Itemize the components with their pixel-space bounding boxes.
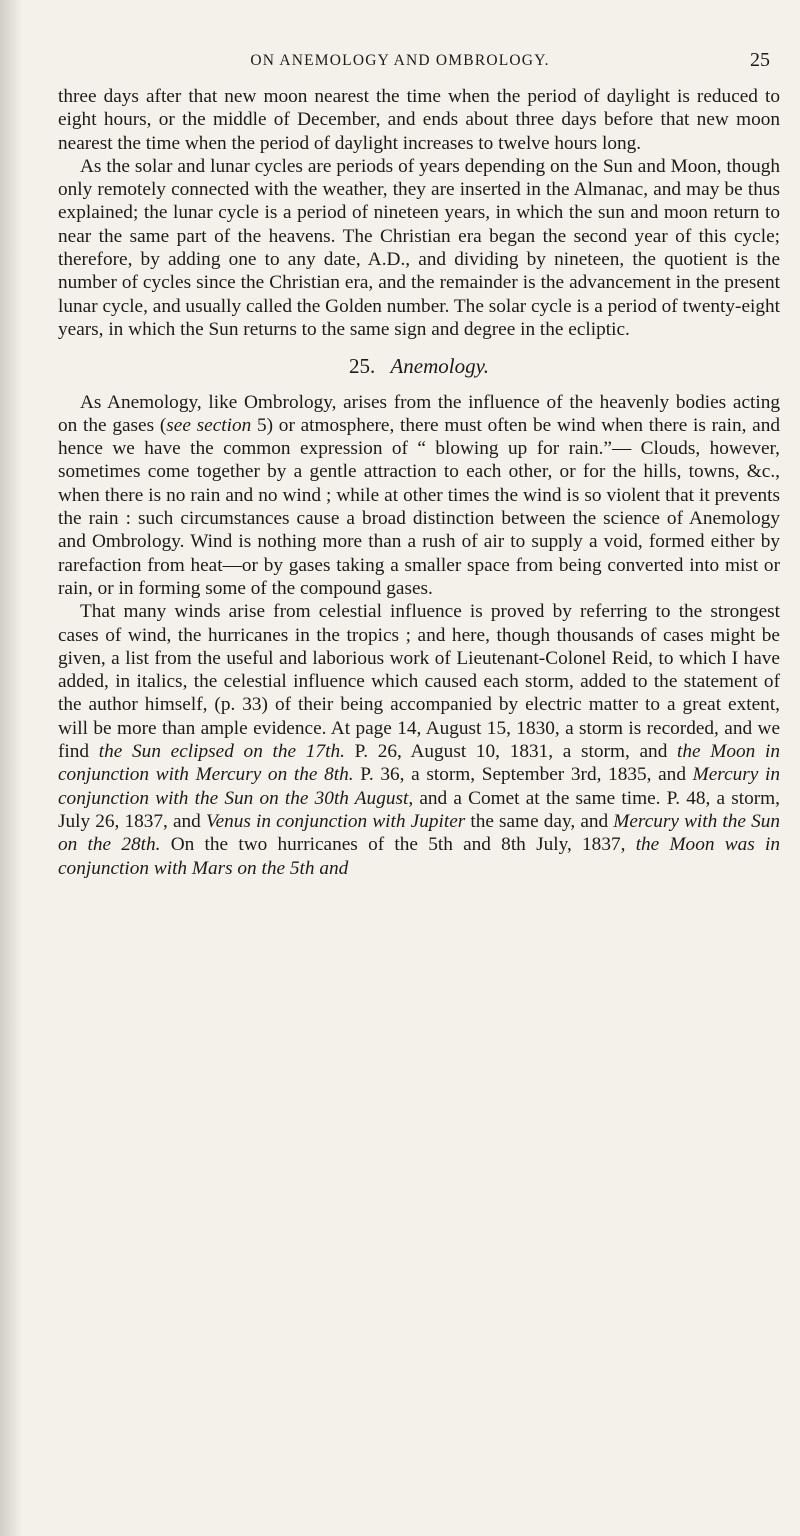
paragraph-continued: three days after that new moon nearest the time when the period of daylight is reduced to eight hours, or the middle of December, and ends about three days before that new moon nearest the time when the period of daylight increases to twelve hours long. <box>58 86 780 154</box>
italic-run: the Moon in conjunction with Mercury on the 8th. <box>58 741 780 786</box>
text-run: On the two hurricanes of the 5th and 8th July, 1837, <box>160 834 636 856</box>
section-number: 25. <box>348 354 376 379</box>
section-title: Anemology. <box>390 354 490 379</box>
text-run: the same day, and <box>465 810 614 832</box>
paragraph-cycles: As the solar and lunar cycles are periods of years depending on the Sun and Moon, though only remotely connected with the weather, they are inserted in the Almanac, and may be thus explained; the lunar cycle is a period of nineteen years, in which the sun and moon return to near the same part of the heavens. The Christian era began the second year of this cycle; therefore, by adding one to any date, A.D., and dividing by nineteen, the quotient is the number of cycles since the Christian era, and the remainder is the advancement in the present lunar cycle, and usually called the Golden number. The solar cycle is a period of twenty-eight years, in which the Sun returns to the same sign and degree in the ecliptic. <box>58 155 780 340</box>
paragraph-hurricanes <box>58 600 780 880</box>
italic-run: see section <box>166 414 252 436</box>
text-run: 5) or atmosphere, there must often be wind when there is rain, and hence we have the common expression of “ blowing up for rain.”— Clouds, however, sometimes come together by a gentle attraction to each other, or for the hills, towns, &c., when there is no rain and no wind ; while at other times the wind is so violent that it prevents the rain : such circumstances cause a broad distinction between the science of Anemology and Ombrology. Wind is nothing more than a rush of air to supply a void, formed either by rarefaction from heat—or by gases taking a smaller space from being converted into mist or rain, or in forming some of the compound gases. <box>58 414 780 599</box>
text-run: P. 36, a storm, September 3rd, 1835, and <box>353 764 693 786</box>
italic-run: the Sun eclipsed on the 17th. <box>98 741 345 763</box>
running-title: ON ANEMOLOGY AND OMBROLOGY. <box>250 52 550 69</box>
paragraph-anemology <box>58 391 780 601</box>
running-head <box>0 49 800 76</box>
section-heading <box>58 355 780 378</box>
text-run: As Anemology, like Ombrology, arises from the influence of the heavenly bodies acting on the gases ( <box>58 391 780 436</box>
italic-run: Mercury with the Sun on the 28th. <box>58 810 780 856</box>
italic-run: the Moon was in conjunction with Mars on the 5th and <box>58 834 780 879</box>
text-run: P. 26, August 10, 1831, a storm, and <box>344 741 678 763</box>
text-run: That many winds arise from celestial influence is proved by referring to the strongest cases of wind, the hurricanes in the tropics ; and here, though thousands of cases might be given, a list from the useful and laborious work of Lieutenant-Colonel Reid, to which I have added, in italics, the celestial influence which caused each storm, added to the statement of the author himself, (p. 33) of their being accompanied by electric matter to a great extent, will be more than ample evidence. At page 14, August 15, 1830, a storm is recorded, and we find <box>58 601 780 763</box>
italic-run: Venus in conjunction with Jupiter <box>205 810 466 832</box>
text-run: and a Comet at the same time. P. 48, a storm, July 26, 1837, and <box>58 787 780 832</box>
binding-shadow <box>0 0 22 1536</box>
page-number: 25 <box>750 49 770 71</box>
italic-run: Mercury in conjunction with the Sun on the 30th August, <box>58 764 780 809</box>
body-text <box>58 85 780 880</box>
